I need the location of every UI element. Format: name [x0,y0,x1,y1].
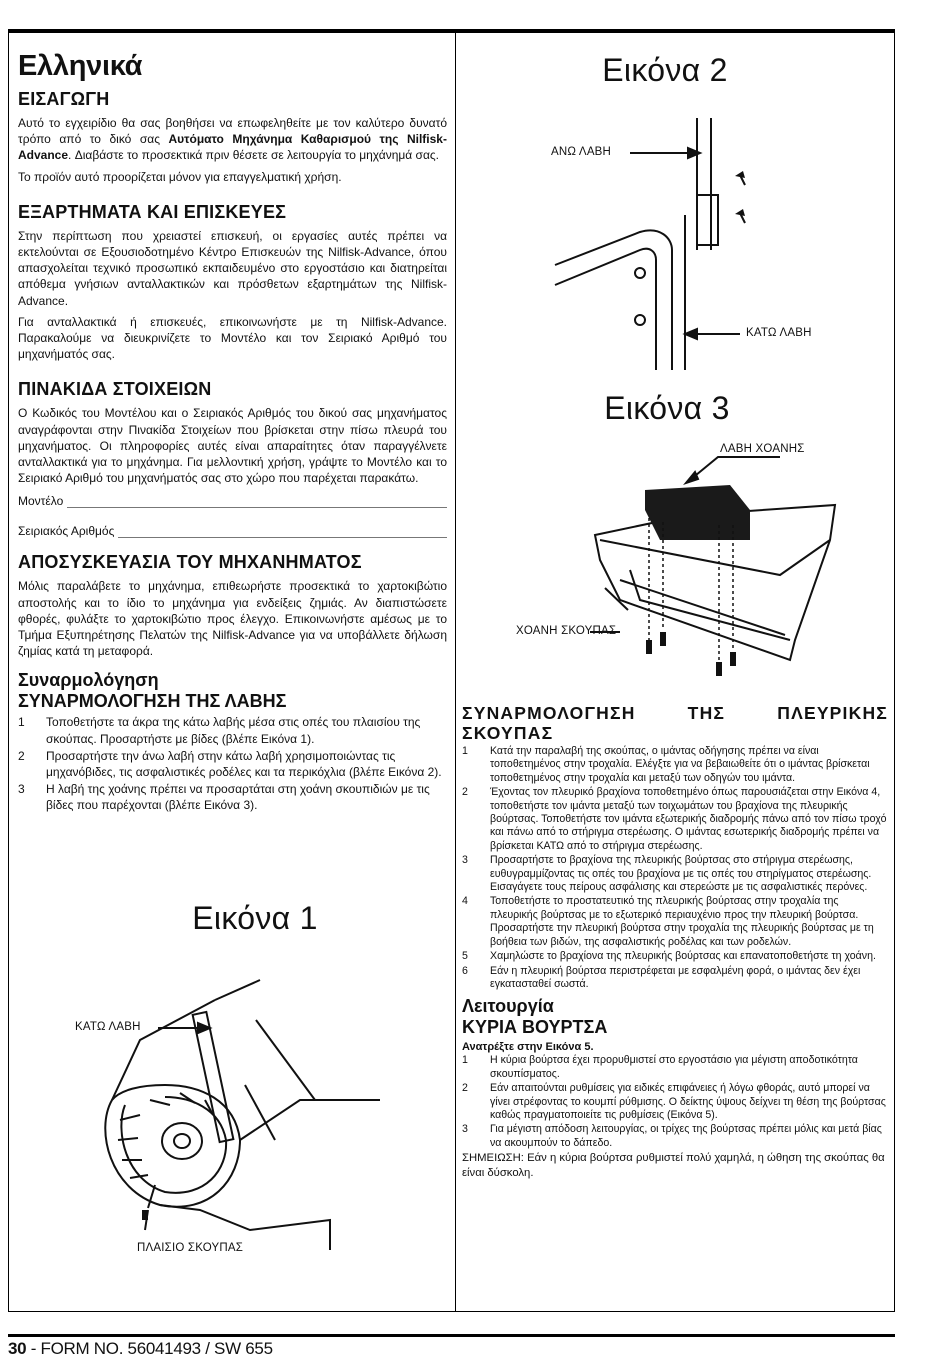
list-item: 2 Έχοντας τον πλευρικό βραχίονα τοποθετημένο όπως παρουσιάζεται στην Εικόνα 4, τοποθετήστε τον ιμάντα μεταξύ των τοιχωμάτων του βραχίονα της πλευρικής βούρτσας. Τοποθετήστε τον ιμάντα εξωτερικής διαδρομής πάνω από τον πίσω τροχό και πάνω από το στήριγμα στερέωσης. Ο ιμάντας εσωτερικής διαδρομής πρέπει να βρίσκεται ΚΑΤΩ από το στήριγμα στερέωσης. [462,786,887,852]
figure-2-title: Εικόνα 2 [602,52,728,88]
list-item: 6 Εάν η πλευρική βούρτσα περιστρέφεται με εσφαλμένη φορά, ο ιμάντας δεν έχει εγκατασταθεί σωστά. [462,964,861,990]
unpacking-heading: ΑΠΟΣΥΣΚΕΥΑΣΙΑ ΤΟΥ ΜΗΧΑΝΗΜΑΤΟΣ [18,552,362,573]
figure-3-handle-label: ΛΑΒΗ ΧΟΑΝΗΣ [720,443,805,455]
intro-paragraph-1: Αυτό το εγχειρίδιο θα σας βοηθήσει να επωφεληθείτε με τον καλύτερο δυνατό τρόπο από το δικό σας Αυτόματο Μηχάνημα Καθαρισμού της Nilfisk-Advance. Διαβάστε το προσεκτικά πριν θέσετε σε λειτουργία το μηχάνημά σας. [18,116,447,163]
model-label: Μοντέλο [18,494,64,509]
note: ΣΗΜΕΙΩΣΗ: Εάν η κύρια βούρτσα ρυθμιστεί πολύ χαμηλά, η ώθηση της σκούπας θα είναι δύσκολη. [462,1152,885,1180]
page-number: 30 [8,1339,27,1358]
main-brush-steps [462,1054,888,1150]
list-item: 1 Η κύρια βούρτσα έχει προρυθμιστεί στο εργοστάσιο για μέγιστη αποδοτικότητα σκουπίσματος. [462,1054,858,1080]
list-item: 2 Εάν απαιτούνται ρυθμίσεις για ειδικές επιφάνειες ή λόγω φθοράς, αυτό μπορεί να γίνει στρέφοντας το κουμπί ρύθμισης. Ο δείκτης ύψους δείχνει τη θέση της βούρτσας καθώς πραγματοποιείτε τις ρυθμίσεις (Εικόνα 5). [462,1082,886,1121]
side-broom-steps [462,745,888,991]
list-item: 1 Τοποθετήστε τα άκρα της κάτω λαβής μέσα στις οπές του πλαισίου της σκούπας. Προσαρτήστε με βίδες (βλέπε Εικόνα 1). [18,715,421,746]
nameplate-paragraph: Ο Κωδικός του Μοντέλου και ο Σειριακός Αριθμός του δικού σας μηχανήματος αναγράφονται στην Πινακίδα Στοιχείων που βρίσκεται στην πίσω πλευρά του μηχανήματος. Οι πληροφορίες αυτές είναι απαραίτητες όταν παραγγέλνετε ανταλλακτικά για το μηχάνημα. Για μελλοντική χρήση, γράψτε το Μοντέλο και το Σειριακό Αριθμό του μηχανήματός σας στο χώρο που παρέχεται παρακάτω. [18,406,447,486]
unpacking-paragraph: Μόλις παραλάβετε το μηχάνημα, επιθεωρήστε προσεκτικά το χαρτοκιβώτιο αποστολής και το ίδιο το μηχάνημα για ενδείξεις ζημιάς. Αν διαπιστώσετε φθορές, φυλάξτε το χαρτοκιβώτιο προς έλεγχο. Επικοινωνήστε αμέσως με το Τμήμα Εξυπηρέτησης Πελατών της Nilfisk-Advance για να υποβάλλετε δήλωση ζημίας κατά τη μεταφορά. [18,579,447,659]
side-broom-heading: ΣΥΝΑΡΜΟΛΟΓΗΣΗ ΤΗΣ ΠΛΕΥΡΙΚΗΣ ΣΚΟΥΠΑΣ [462,703,888,743]
language-title: Ελληνικά [18,50,143,82]
main-brush-heading: ΚΥΡΙΑ ΒΟΥΡΤΣΑ [462,1017,608,1038]
list-item: 1 Κατά την παραλαβή της σκούπας, ο ιμάντας οδήγησης πρέπει να είναι τοποθετημένος στην τροχαλία. Ελέγξτε για να βεβαιωθείτε ότι ο ιμάντας βρίσκεται τοποθετημένος στην τροχαλία και μεταξύ των οδηγών του ιμάντα. [462,745,870,784]
figure-1-title: Εικόνα 1 [192,900,318,936]
bottom-rule [8,1334,895,1337]
parts-paragraph-2: Για ανταλλακτικά ή επισκευές, επικοινωνήστε με τη Nilfisk-Advance. Παρακαλούμε να διευκρινίζετε το Μοντέλο και τον Σειριακό Αριθμό του μηχανήματός σας. [18,314,447,362]
figure-5-reference: Ανατρέξτε στην Εικόνα 5. [462,1041,594,1054]
figure-1-frame-label: ΠΛΑΙΣΙΟ ΣΚΟΥΠΑΣ [137,1242,244,1254]
list-item: 3 Η λαβή της χοάνης πρέπει να προσαρτάται στη χοάνη σκουπιδιών με τις βίδες που παρέχονται (βλέπε Εικόνα 3). [18,782,430,813]
figure-3-hopper-label: ΧΟΑΝΗ ΣΚΟΥΠΑΣ [516,625,617,637]
figure-2-lower-label: ΚΑΤΩ ΛΑΒΗ [746,327,812,339]
serial-label: Σειριακός Αριθμός [18,524,115,539]
intro-paragraph-2: Το προϊόν αυτό προορίζεται μόνον για επαγγελματική χρήση. [18,169,342,184]
figure-1-handle-label: ΚΑΤΩ ΛΑΒΗ [75,1021,141,1033]
handle-assembly-heading: ΣΥΝΑΡΜΟΛΟΓΗΣΗ ΤΗΣ ΛΑΒΗΣ [18,691,287,712]
list-item: 4 Τοποθετήστε το προστατευτικό της πλευρικής βούρτσας στην τροχαλία της πλευρικής βούρτσας με το εξωτερικό περιαυχένιο προς την πλευρική βούρτσα. Προσαρτήστε την πλευρική βούρτσα στην τροχαλία της πλευρικής βούρτσας με τη βοήθεια των βιδών, της ασφαλιστικής ροδέλας και των ροδελών. [462,895,874,948]
parts-heading: ΕΞΑΡΤΗΜΑΤΑ ΚΑΙ ΕΠΙΣΚΕΥΕΣ [18,201,287,222]
nameplate-heading: ΠΙΝΑΚΙΔΑ ΣΤΟΙΧΕΙΩΝ [18,379,212,400]
list-item: 2 Προσαρτήστε την άνω λαβή στην κάτω λαβή χρησιμοποιώντας τις μηχανόβιδες, τις ασφαλιστικές ροδέλες και τα περικόχλια (βλέπε Εικόνα 2). [18,748,442,780]
form-number: FORM NO. 56041493 / SW 655 [40,1339,273,1358]
side-broom-section [462,703,888,1186]
operation-heading: Λειτουργία [462,996,554,1017]
intro-heading: ΕΙΣΑΓΩΓΗ [18,89,110,109]
figure-3-title: Εικόνα 3 [604,390,730,426]
parts-paragraph-1: Στην περίπτωση που χρειαστεί επισκευή, οι εργασίες αυτές πρέπει να εκτελούνται σε Εξουσιοδοτημένο Κέντρο Επισκευών της Nilfisk-Advance, όπου απασχολείται τεχνικό προσωπικό εκπαιδευμένο στο εργοστάσιο και διατηρείται απόθεμα γνήσιων ανταλλακτικών και πρόσθετων εξαρτημάτων της Nilfisk-Advance. [18,228,447,308]
footer: 30 - FORM NO. 56041493 / SW 655 [8,1339,273,1358]
assembly-heading: Συναρμολόγηση [18,670,159,691]
list-item: 3 Προσαρτήστε το βραχίονα της πλευρικής βούρτσας στο στήριγμα στερέωσης, ευθυγραμμίζοντας τις οπές του βραχίονα με τις οπές του στηρίγματος στερέωσης. Εισαγάγετε τους πείρους ασφάλισης και στερεώστε με τις ασφαλιστικές περόνες. [462,854,872,894]
figure-2-upper-label: ΑΝΩ ΛΑΒΗ [551,146,612,158]
list-item: 3 Για μέγιστη απόδοση λειτουργίας, οι τρίχες της βούρτσας πρέπει μόλις και μετά βίας να ακουμπούν το δάπεδο. [462,1123,882,1149]
list-item: 5 Χαμηλώστε το βραχίονα της πλευρικής βούρτσας και επανατοποθετήστε τη χοάνη. [462,950,876,963]
